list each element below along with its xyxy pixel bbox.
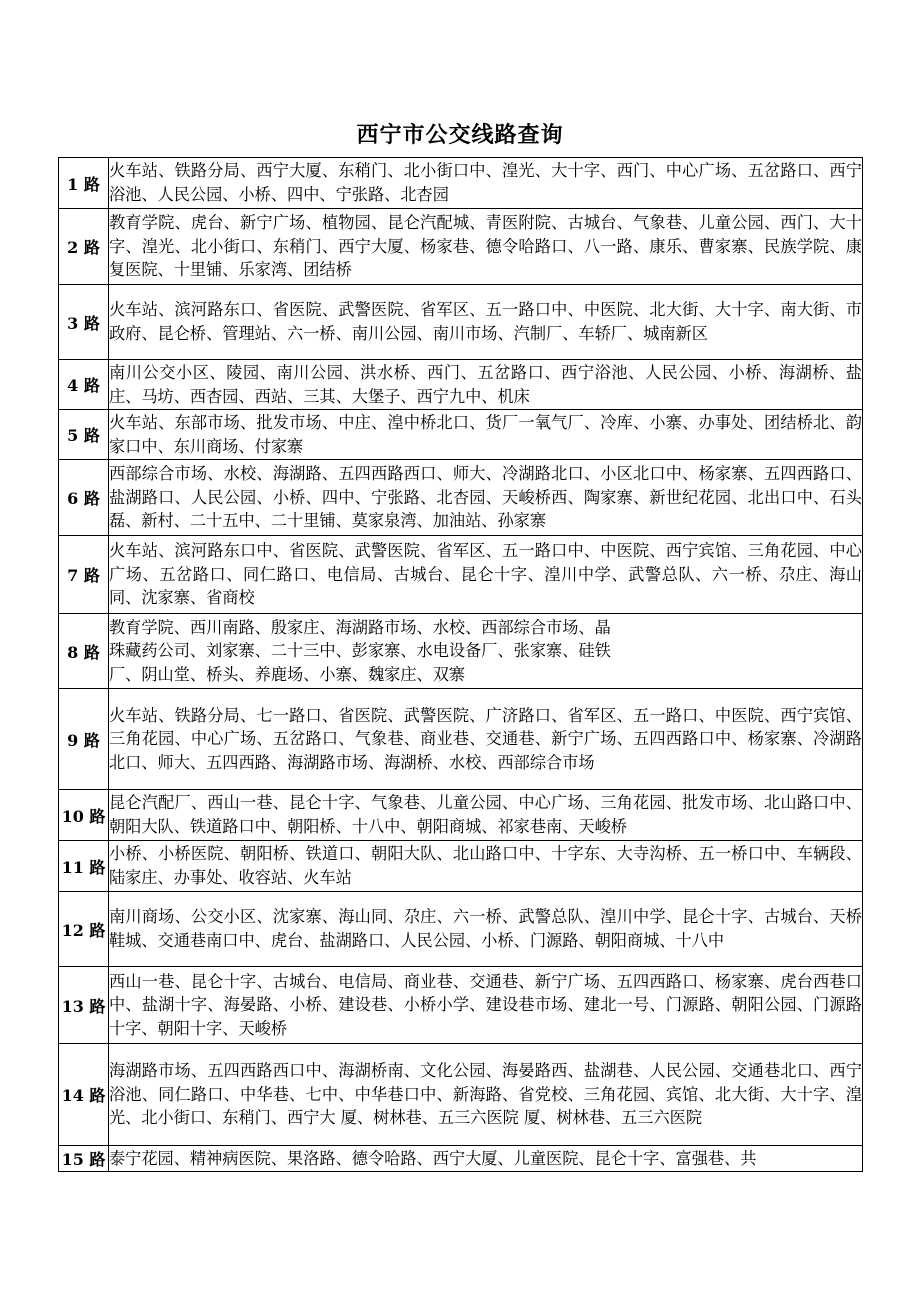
route-stops: 南川商场、公交小区、沈家寨、海山同、尕庄、六一桥、武警总队、湟川中学、昆仑十字、古城台、天桥鞋城、交通巷南口中、虎台、盐湖路口、人民公园、小桥、门源路、朝阳商城、十八中: [109, 892, 863, 967]
table-row: [59, 1044, 863, 1146]
route-number: 5 路: [59, 410, 109, 460]
table-row: [59, 158, 863, 209]
route-stops: 火车站、滨河路东口、省医院、武警医院、省军区、五一路口中、中医院、北大街、大十字、南大街、市政府、昆仑桥、管理站、六一桥、南川公园、南川市场、汽制厂、车轿厂、城南新区: [109, 285, 863, 360]
route-stops: 南川公交小区、陵园、南川公园、洪水桥、西门、五岔路口、西宁浴池、人民公园、小桥、海湖桥、盐庄、马坊、西杏园、西站、三其、大堡子、西宁九中、机床: [109, 360, 863, 410]
route-number: 12 路: [59, 892, 109, 967]
table-row: [59, 360, 863, 410]
route-stops: 火车站、铁路分局、西宁大厦、东稍门、北小街口中、湟光、大十字、西门、中心广场、五岔路口、西宁浴池、人民公园、小桥、四中、宁张路、北杏园: [109, 158, 863, 209]
route-stops: 火车站、滨河路东口中、省医院、武警医院、省军区、五一路口中、中医院、西宁宾馆、三角花园、中心广场、五岔路口、同仁路口、电信局、古城台、昆仑十字、湟川中学、武警总队、六一桥、尕庄、海山同、沈家寨、省商校: [109, 536, 863, 614]
page-title: 西宁市公交线路查询: [356, 123, 564, 148]
table-row: [59, 790, 863, 841]
table-row: [59, 410, 863, 460]
route-stops: 小桥、小桥医院、朝阳桥、铁道口、朝阳大队、北山路口中、十字东、大寺沟桥、五一桥口中、车辆段、陆家庄、办事处、收容站、火车站: [109, 841, 863, 892]
route-number: 4 路: [59, 360, 109, 410]
route-stops: 火车站、铁路分局、七一路口、省医院、武警医院、广济路口、省军区、五一路口、中医院、西宁宾馆、三角花园、中心广场、五岔路口、气象巷、商业巷、交通巷、新宁广场、五四西路口中、杨家寨、冷湖路北口、师大、五四西路、海湖路市场、海湖桥、水校、西部综合市场: [109, 689, 863, 790]
route-number: 2 路: [59, 209, 109, 285]
table-row: [59, 892, 863, 967]
route-table: [58, 157, 863, 1172]
route-number: 14 路: [59, 1044, 109, 1146]
route-number: 1 路: [59, 158, 109, 209]
route-number: 6 路: [59, 460, 109, 536]
route-number: 13 路: [59, 967, 109, 1044]
route-number: 11 路: [59, 841, 109, 892]
route-stops: 昆仑汽配厂、西山一巷、昆仑十字、气象巷、儿童公园、中心广场、三角花园、批发市场、北山路口中、朝阳大队、铁道路口中、朝阳桥、十八中、朝阳商城、祁家巷南、天峻桥: [109, 790, 863, 841]
table-row: [59, 614, 863, 689]
route-number: 8 路: [59, 614, 109, 689]
route-stops: 西部综合市场、水校、海湖路、五四西路西口、师大、冷湖路北口、小区北口中、杨家寨、五四西路口、盐湖路口、人民公园、小桥、四中、宁张路、北杏园、天峻桥西、陶家寨、新世纪花园、北出口中、石头磊、新村、二十五中、二十里铺、莫家泉湾、加油站、孙家寨: [109, 460, 863, 536]
table-row: [59, 967, 863, 1044]
route-stops: 教育学院、西川南路、殷家庄、海湖路市场、水校、西部综合市场、晶 珠藏药公司、刘家寨、二十三中、彭家寨、水电设备厂、张家寨、硅铁 厂、阴山堂、桥头、养鹿场、小寨、魏家庄、双寨: [109, 614, 863, 689]
table-row: [59, 460, 863, 536]
route-number: 15 路: [59, 1146, 109, 1172]
table-row: [59, 689, 863, 790]
table-row: [59, 209, 863, 285]
route-stops: 海湖路市场、五四西路西口中、海湖桥南、文化公园、海晏路西、盐湖巷、人民公园、交通巷北口、西宁浴池、同仁路口、中华巷、七中、中华巷口中、新海路、省党校、三角花园、宾馆、北大街、大十字、湟光、北小街口、东稍门、西宁大 厦、树林巷、五三六医院 厦、树林巷、五三六医院: [109, 1044, 863, 1146]
table-row: [59, 841, 863, 892]
table-row: [59, 536, 863, 614]
route-number: 3 路: [59, 285, 109, 360]
route-stops: 泰宁花园、精神病医院、果洛路、德令哈路、西宁大厦、儿童医院、昆仑十字、富强巷、共: [109, 1146, 863, 1172]
route-number: 7 路: [59, 536, 109, 614]
route-stops: 西山一巷、昆仑十字、古城台、电信局、商业巷、交通巷、新宁广场、五四西路口、杨家寨、虎台西巷口中、盐湖十字、海晏路、小桥、建设巷、小桥小学、建设巷市场、建北一号、门源路、朝阳公园、门源路十字、朝阳十字、天峻桥: [109, 967, 863, 1044]
route-stops: 教育学院、虎台、新宁广场、植物园、昆仑汽配城、青医附院、古城台、气象巷、儿童公园、西门、大十字、湟光、北小街口、东稍门、西宁大厦、杨家巷、德令哈路口、八一路、康乐、曹家寨、民族学院、康复医院、十里铺、乐家湾、团结桥: [109, 209, 863, 285]
route-number: 10 路: [59, 790, 109, 841]
route-number: 9 路: [59, 689, 109, 790]
table-row: [59, 1146, 863, 1172]
route-stops: 火车站、东部市场、批发市场、中庄、湟中桥北口、货厂一氧气厂、冷库、小寨、办事处、团结桥北、韵家口中、东川商场、付家寨: [109, 410, 863, 460]
table-row: [59, 285, 863, 360]
